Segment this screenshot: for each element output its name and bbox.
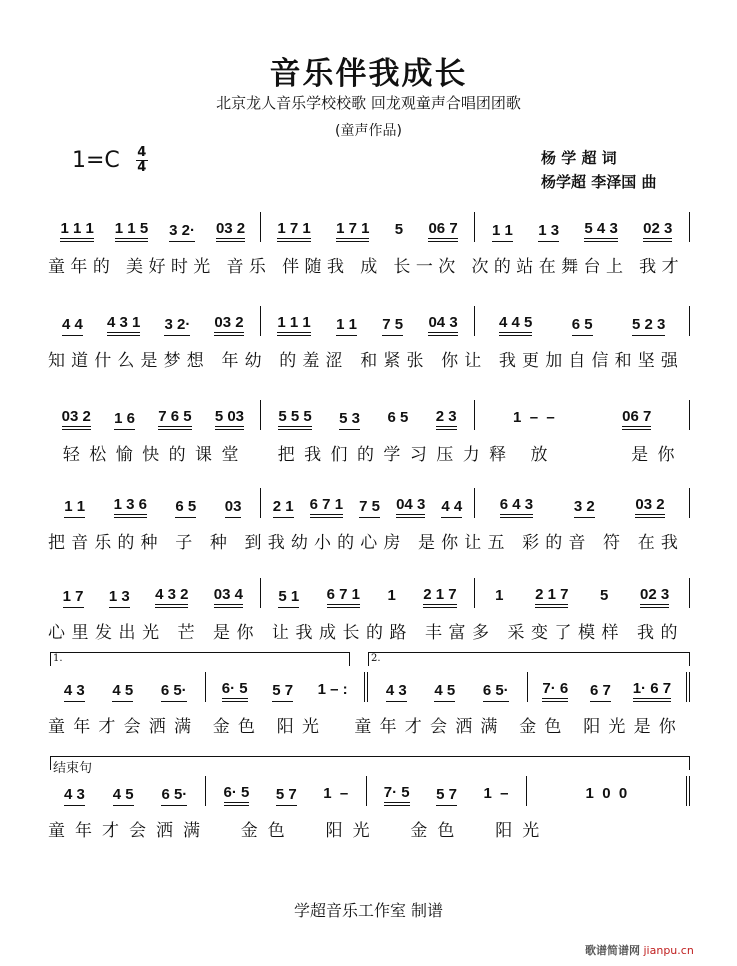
score-line [48, 400, 690, 465]
note-group: 02 3 [643, 220, 672, 242]
note-group: 02 3 [640, 586, 669, 608]
note-group: 1 – – [513, 409, 555, 426]
measure [261, 488, 476, 518]
measure [475, 488, 690, 518]
measure [527, 776, 690, 806]
note-group: 1 [387, 587, 396, 604]
measure [475, 578, 690, 608]
score-line [48, 306, 690, 371]
note-group: 1· 6 7 [633, 680, 671, 702]
note-group: 6 4 3 [500, 496, 533, 518]
note-group: 4 5 [434, 682, 455, 702]
note-group: 5 1 [278, 588, 299, 608]
composer: 杨学超 李泽国 曲 [541, 173, 657, 191]
note-group: 4 5 [112, 682, 133, 702]
note-group: 2 1 [273, 498, 294, 518]
notation-row [50, 306, 690, 336]
notation-row [50, 400, 690, 430]
note-group: 1 1 [336, 316, 357, 336]
time-signature [136, 146, 148, 175]
note-group: 4 3 [64, 786, 85, 806]
note-group: 6 7 [590, 682, 611, 702]
lyrics: 心里发出光 芒 是你 让我成长的路 丰富多 采变了模样 我的 [48, 623, 684, 643]
note-group: 5 7 [436, 786, 457, 806]
subtitle-note: (童声作品) [335, 123, 402, 139]
note-group: 1 1 [492, 222, 513, 242]
measure [50, 306, 261, 336]
note-group: 6 5 [175, 498, 196, 518]
credits [541, 146, 656, 194]
note-group: 4 4 5 [499, 314, 532, 336]
key-label: 1=C [72, 148, 120, 173]
note-group: 5 7 [272, 682, 293, 702]
note-group: 5 5 5 [278, 408, 311, 430]
note-group: 03 2 [62, 408, 91, 430]
note-group: 4 3 [386, 682, 407, 702]
note-group: 1 3 6 [114, 496, 147, 518]
note-group: 6 5· [161, 682, 187, 702]
note-group: 7· 6 [542, 680, 568, 702]
note-group: 5 3 [339, 410, 360, 430]
measure [50, 672, 206, 702]
note-group: 1 3 [109, 588, 130, 608]
notation-row [50, 776, 690, 806]
score-line [48, 578, 690, 643]
watermark-cn: 歌谱简谱网 [585, 944, 640, 957]
note-group: 7· 5 [384, 784, 410, 806]
note-group: 03 2 [216, 220, 245, 242]
volta-bracket: 2. [368, 652, 690, 666]
measure [50, 212, 261, 242]
note-group: 03 2 [635, 496, 664, 518]
lyrics: 童年才会洒满 金色 阳光 金色 阳光 [48, 821, 550, 841]
note-group: 4 5 [113, 786, 134, 806]
note-group: 1 7 [63, 588, 84, 608]
note-group: 06 7 [428, 220, 457, 242]
note-group: 5 03 [215, 408, 244, 430]
note-group: 5 7 [276, 786, 297, 806]
note-group: 1 0 0 [585, 785, 628, 802]
note-group: 1 1 [64, 498, 85, 518]
note-group: 4 3 [64, 682, 85, 702]
measure [261, 306, 476, 336]
note-group: 6· 5 [224, 784, 250, 806]
measure [206, 776, 366, 806]
note-group: 1 – [323, 785, 349, 802]
lyrics: 童年才会洒满 金色 阳光 童年才会洒满 金色 阳光是你 [48, 717, 684, 737]
note-group: 1 1 1 [60, 220, 93, 242]
notation-row [50, 212, 690, 242]
note-group: 5 2 3 [632, 316, 665, 336]
measure [50, 776, 206, 806]
score-line [48, 212, 690, 277]
note-group: 7 5 [359, 498, 380, 518]
note-group: 5 [600, 587, 609, 604]
time-bottom: 4 [137, 160, 147, 175]
note-group: 04 3 [428, 314, 457, 336]
note-group: 1 1 5 [115, 220, 148, 242]
measure [368, 672, 528, 702]
measure [261, 212, 476, 242]
note-group: 1 1 1 [277, 314, 310, 336]
measure [50, 400, 261, 430]
note-group: 2 1 7 [535, 586, 568, 608]
note-group: 3 2· [164, 316, 190, 336]
lyrics: 轻松愉快的课堂 把我们的学习压力释 放 是你 [48, 445, 684, 465]
key-signature [72, 146, 148, 175]
time-top: 4 [137, 145, 147, 160]
note-group: 6· 5 [222, 680, 248, 702]
note-group: 03 [225, 498, 242, 518]
measure [50, 488, 261, 518]
note-group: 1 – [483, 785, 509, 802]
note-group: 03 4 [214, 586, 243, 608]
score-line [48, 653, 690, 737]
note-group: 6 7 1 [310, 496, 343, 518]
note-group: 4 3 1 [107, 314, 140, 336]
note-group: 1 7 1 [336, 220, 369, 242]
song-title: 音乐伴我成长 [269, 56, 468, 92]
volta-bracket: 1. [50, 652, 350, 666]
note-group: 6 7 1 [327, 586, 360, 608]
note-group: 6 5 [387, 409, 409, 426]
note-group: 5 4 3 [584, 220, 617, 242]
note-group: 2 3 [436, 408, 457, 430]
score-line [48, 488, 690, 553]
notation-row [50, 578, 690, 608]
lyrics: 童年的 美好时光 音乐 伴随我 成 长一次 次的站在舞台上 我才 [48, 257, 684, 277]
note-group: 4 3 2 [155, 586, 188, 608]
note-group: 3 2· [169, 222, 195, 242]
measure [50, 578, 261, 608]
note-group: 1 3 [538, 222, 559, 242]
measure [367, 776, 527, 806]
notation-row [50, 672, 690, 702]
note-group: 7 5 [382, 316, 403, 336]
measure [206, 672, 369, 702]
measure [261, 578, 476, 608]
note-group: 6 5· [161, 786, 187, 806]
note-group: 3 2 [574, 498, 595, 518]
note-group: 1 [495, 587, 504, 604]
watermark [585, 942, 694, 958]
measure [261, 400, 476, 430]
note-group: 04 3 [396, 496, 425, 518]
note-group: 4 4 [441, 498, 462, 518]
note-group: 6 5· [483, 682, 509, 702]
lyrics: 把音乐的种 子 种 到我幼小的心房 是你让五 彩的音 符 在我 [48, 533, 684, 553]
watermark-url: jianpu.cn [643, 944, 694, 957]
note-group: 4 4 [62, 316, 83, 336]
note-group: 5 [394, 221, 404, 238]
subtitle: 北京龙人音乐学校校歌 回龙观童声合唱团团歌 [216, 94, 521, 112]
measure [528, 672, 691, 702]
lyricist: 杨 学 超 词 [541, 149, 617, 167]
note-group: 06 7 [622, 408, 651, 430]
note-group: 1 6 [114, 410, 135, 430]
ending-bracket: 结束句 [50, 756, 690, 770]
note-group: 1 – : [317, 681, 348, 698]
note-group: 6 5 [572, 316, 593, 336]
lyrics: 知道什么是梦想 年幼 的羞涩 和紧张 你让 我更加自信和坚强 [48, 351, 684, 371]
notation-row [50, 488, 690, 518]
note-group: 7 6 5 [158, 408, 191, 430]
note-group: 2 1 7 [423, 586, 456, 608]
footer-credit: 学超音乐工作室 制谱 [293, 901, 444, 920]
note-group: 1 7 1 [277, 220, 310, 242]
measure [475, 306, 690, 336]
score-line [48, 761, 690, 841]
note-group: 03 2 [214, 314, 243, 336]
measure [475, 400, 690, 430]
measure [475, 212, 690, 242]
